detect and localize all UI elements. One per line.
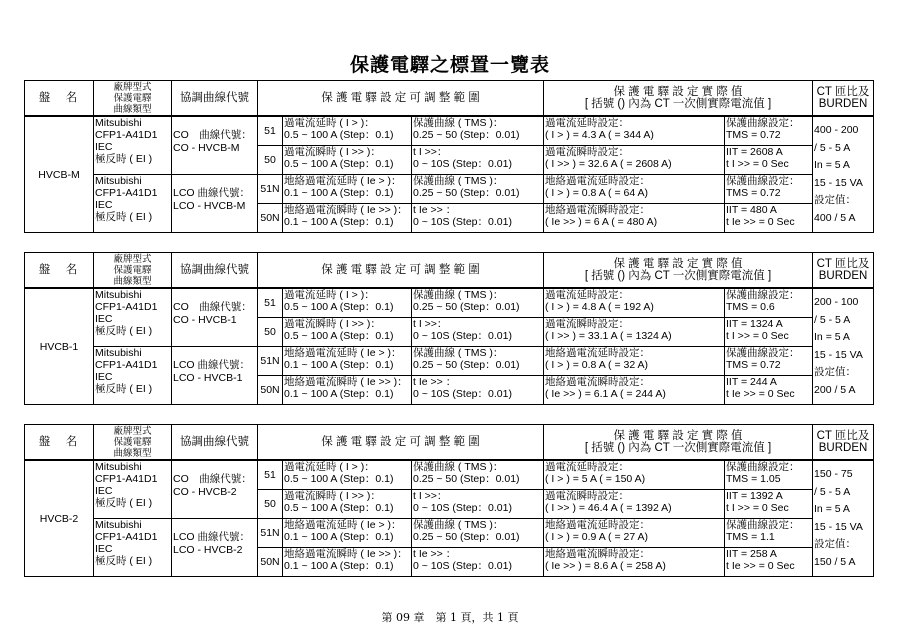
range-setting bbox=[283, 204, 412, 233]
header-actual-line: 保 護 電 驛 設 定 實 際 值 bbox=[613, 258, 743, 270]
header-ct-line: BURDEN bbox=[818, 442, 868, 454]
range-setting-line: 0 ~ 10S (Step：0.01) bbox=[413, 502, 512, 514]
actual-setting bbox=[725, 490, 813, 519]
relay-table bbox=[24, 80, 874, 233]
header-relay-type bbox=[94, 425, 172, 461]
relay-type-line: 極反時 ( EI ) bbox=[95, 153, 153, 165]
actual-setting-line: ( I >> ) = 32.6 A ( = 2608 A) bbox=[545, 158, 672, 170]
header-actual bbox=[544, 253, 813, 289]
header-relay-type-line: 廠牌型式 bbox=[113, 425, 152, 437]
actual-setting-line: 保護曲線設定： bbox=[726, 175, 800, 187]
relay-type-line: CFP1-A41D1 bbox=[95, 187, 158, 199]
actual-setting-line: IIT = 2608 A bbox=[726, 146, 783, 158]
relay-table bbox=[24, 424, 874, 577]
actual-setting-line: 地絡過電流延時設定： bbox=[545, 175, 651, 187]
curve-code bbox=[172, 347, 258, 405]
relay-type bbox=[94, 288, 172, 347]
header-relay-type-line: 曲線類型 bbox=[113, 103, 152, 115]
range-setting-line: 0.1 ~ 100 A (Step：0.1) bbox=[284, 216, 394, 228]
actual-setting-line: ( I >> ) = 46.4 A ( = 1392 A) bbox=[545, 502, 672, 514]
ct-ratio-line: 150 - 75 bbox=[814, 468, 853, 480]
ct-ratio bbox=[813, 116, 874, 233]
relay-type-line: 極反時 ( EI ) bbox=[95, 325, 153, 337]
relay-type-line: 極反時 ( EI ) bbox=[95, 555, 153, 567]
range-setting-line: 保護曲線 ( TMS )： bbox=[413, 175, 504, 187]
actual-setting bbox=[725, 318, 813, 347]
relay-type-line: 極反時 ( EI ) bbox=[95, 211, 153, 223]
panel-name: HVCB-2 bbox=[25, 460, 94, 577]
curve-code-line: LCO 曲線代號： bbox=[173, 359, 251, 371]
ct-ratio-line: 設定值： bbox=[814, 194, 857, 206]
range-setting-line: 0.1 ~ 100 A (Step：0.1) bbox=[284, 388, 394, 400]
actual-setting bbox=[544, 490, 725, 519]
actual-setting bbox=[725, 548, 813, 577]
range-setting bbox=[412, 288, 544, 318]
actual-setting bbox=[725, 347, 813, 376]
curve-code bbox=[172, 519, 258, 577]
range-setting-line: 0 ~ 10S (Step：0.01) bbox=[413, 330, 512, 342]
relay-type-line: Mitsubishi bbox=[95, 347, 142, 359]
actual-setting-line: 保護曲線設定： bbox=[726, 117, 800, 129]
relay-code: 51 bbox=[258, 288, 283, 318]
actual-setting-line: IIT = 244 A bbox=[726, 376, 777, 388]
ct-ratio-line: 200 / 5 A bbox=[814, 383, 856, 396]
actual-setting bbox=[544, 204, 725, 233]
actual-setting-line: 過電流延時設定： bbox=[545, 289, 630, 301]
actual-setting-line: 保護曲線設定： bbox=[726, 461, 800, 473]
header-curve-code: 協調曲線代號 bbox=[172, 425, 258, 461]
actual-setting-line: ( I > ) = 0.8 A ( = 64 A) bbox=[545, 187, 649, 199]
ct-ratio bbox=[813, 460, 874, 577]
actual-setting-line: t Ie >> = 0 Sec bbox=[726, 560, 795, 572]
actual-setting-line: TMS = 0.72 bbox=[726, 359, 781, 371]
actual-setting-line: t I >> = 0 Sec bbox=[726, 502, 789, 514]
range-setting-line: 0.5 ~ 100 A (Step：0.1) bbox=[284, 473, 394, 485]
range-setting bbox=[412, 519, 544, 548]
curve-code-line: LCO 曲線代號： bbox=[173, 531, 251, 543]
curve-code-line: LCO 曲線代號： bbox=[173, 187, 251, 199]
range-setting-line: 0 ~ 10S (Step：0.01) bbox=[413, 560, 512, 572]
range-setting-line: 0.5 ~ 100 A (Step：0.1) bbox=[284, 330, 394, 342]
header-relay-type bbox=[94, 253, 172, 289]
header-ct-line: BURDEN bbox=[818, 270, 868, 282]
range-setting-line: 過電流瞬時 ( I >> )： bbox=[284, 146, 381, 158]
range-setting bbox=[283, 318, 412, 347]
actual-setting-line: 過電流瞬時設定： bbox=[545, 490, 630, 502]
relay-type-line: IEC bbox=[95, 371, 113, 383]
range-setting bbox=[412, 116, 544, 146]
range-setting-line: 0 ~ 10S (Step：0.01) bbox=[413, 216, 512, 228]
range-setting-line: 地絡過電流瞬時 ( Ie >> )： bbox=[284, 376, 408, 388]
ct-ratio-line: In = 5 A bbox=[814, 159, 850, 171]
actual-setting-line: TMS = 1.1 bbox=[726, 531, 775, 543]
relay-type-line: CFP1-A41D1 bbox=[95, 359, 158, 371]
range-setting-line: 0.25 ~ 50 (Step：0.01) bbox=[413, 359, 520, 371]
actual-setting bbox=[544, 460, 725, 490]
curve-code bbox=[172, 288, 258, 347]
range-setting-line: 保護曲線 ( TMS )： bbox=[413, 117, 504, 129]
header-relay-type-line: 保護電驛 bbox=[113, 264, 152, 276]
actual-setting-line: 過電流延時設定： bbox=[545, 461, 630, 473]
relay-code: 51 bbox=[258, 116, 283, 146]
relay-type-line: Mitsubishi bbox=[95, 175, 142, 187]
curve-code-line: LCO - HVCB-M bbox=[173, 200, 246, 212]
header-relay-type-line: 廠牌型式 bbox=[113, 253, 152, 265]
relay-setting-row bbox=[25, 116, 874, 146]
actual-setting-line: TMS = 0.6 bbox=[726, 301, 775, 313]
actual-setting-line: ( I > ) = 4.8 A ( = 192 A) bbox=[545, 301, 654, 313]
relay-code: 50N bbox=[258, 376, 283, 405]
range-setting-line: 0.1 ~ 100 A (Step：0.1) bbox=[284, 359, 394, 371]
actual-setting-line: IIT = 1392 A bbox=[726, 490, 783, 502]
range-setting-line: t I >>： bbox=[413, 490, 448, 502]
range-setting-line: t Ie >> ： bbox=[413, 376, 457, 388]
actual-setting bbox=[544, 116, 725, 146]
relay-type-line: CFP1-A41D1 bbox=[95, 473, 158, 485]
actual-setting bbox=[544, 175, 725, 204]
actual-setting-line: t I >> = 0 Sec bbox=[726, 330, 789, 342]
actual-setting-line: 過電流瞬時設定： bbox=[545, 318, 630, 330]
relay-type bbox=[94, 347, 172, 405]
range-setting bbox=[283, 490, 412, 519]
relay-type-line: CFP1-A41D1 bbox=[95, 301, 158, 313]
range-setting-line: 保護曲線 ( TMS )： bbox=[413, 347, 504, 359]
range-setting bbox=[412, 175, 544, 204]
actual-setting-line: 過電流瞬時設定： bbox=[545, 146, 630, 158]
actual-setting-line: 地絡過電流延時設定： bbox=[545, 519, 651, 531]
range-setting-line: 過電流瞬時 ( I >> )： bbox=[284, 490, 381, 502]
range-setting-line: 0.25 ~ 50 (Step：0.01) bbox=[413, 187, 520, 199]
relay-code: 50 bbox=[258, 490, 283, 519]
ct-ratio-line: 15 - 15 VA bbox=[814, 348, 863, 361]
range-setting-line: 地絡過電流延時 ( Ie > )： bbox=[284, 175, 402, 187]
actual-setting-line: TMS = 0.72 bbox=[726, 187, 781, 199]
header-actual-line: [ 括號 () 內為 CT 一次側實際電流值 ] bbox=[584, 98, 772, 110]
actual-setting bbox=[544, 376, 725, 405]
header-ct-line: CT 匝比及 bbox=[816, 258, 870, 270]
range-setting bbox=[412, 490, 544, 519]
panel-name: HVCB-1 bbox=[25, 288, 94, 405]
page-title: 保護電驛之標置一覽表 bbox=[349, 54, 550, 76]
range-setting bbox=[412, 347, 544, 376]
relay-table bbox=[24, 252, 874, 405]
range-setting-line: 地絡過電流瞬時 ( Ie >> )： bbox=[284, 204, 408, 216]
actual-setting-line: 地絡過電流瞬時設定： bbox=[545, 204, 651, 216]
relay-type bbox=[94, 116, 172, 175]
actual-setting-line: 保護曲線設定： bbox=[726, 289, 800, 301]
ct-ratio-line: In = 5 A bbox=[814, 331, 850, 343]
actual-setting bbox=[544, 347, 725, 376]
ct-ratio-line: 15 - 15 VA bbox=[814, 176, 863, 189]
relay-type-line: CFP1-A41D1 bbox=[95, 129, 158, 141]
actual-setting-line: t I >> = 0 Sec bbox=[726, 158, 789, 170]
range-setting-line: 0.1 ~ 100 A (Step：0.1) bbox=[284, 560, 394, 572]
table-header-row bbox=[25, 81, 874, 117]
curve-code-line: LCO - HVCB-1 bbox=[173, 372, 243, 384]
actual-setting bbox=[725, 460, 813, 490]
relay-type-line: Mitsubishi bbox=[95, 117, 142, 129]
range-setting bbox=[283, 519, 412, 548]
range-setting bbox=[412, 460, 544, 490]
relay-type-line: Mitsubishi bbox=[95, 289, 142, 301]
header-range: 保 護 電 驛 設 定 可 調 整 範 圍 bbox=[258, 253, 544, 289]
header-panel: 盤 名 bbox=[25, 425, 94, 461]
ct-ratio-line: / 5 - 5 A bbox=[814, 141, 851, 154]
header-panel: 盤 名 bbox=[25, 81, 94, 117]
relay-setting-row bbox=[25, 519, 874, 548]
actual-setting-line: IIT = 1324 A bbox=[726, 318, 783, 330]
range-setting-line: 過電流延時 ( I > )： bbox=[284, 117, 375, 129]
range-setting bbox=[283, 288, 412, 318]
header-curve-code: 協調曲線代號 bbox=[172, 81, 258, 117]
relay-code: 51N bbox=[258, 175, 283, 204]
range-setting-line: 0 ~ 10S (Step：0.01) bbox=[413, 158, 512, 170]
range-setting bbox=[283, 548, 412, 577]
curve-code bbox=[172, 460, 258, 519]
relay-type-line: Mitsubishi bbox=[95, 461, 142, 473]
range-setting bbox=[283, 347, 412, 376]
actual-setting bbox=[725, 146, 813, 175]
actual-setting-line: 地絡過電流延時設定： bbox=[545, 347, 651, 359]
range-setting bbox=[283, 116, 412, 146]
actual-setting bbox=[544, 288, 725, 318]
range-setting-line: 地絡過電流瞬時 ( Ie >> )： bbox=[284, 548, 408, 560]
actual-setting bbox=[725, 175, 813, 204]
actual-setting-line: 過電流延時設定： bbox=[545, 117, 630, 129]
relay-type-line: IEC bbox=[95, 199, 113, 211]
relay-code: 50N bbox=[258, 548, 283, 577]
range-setting bbox=[412, 146, 544, 175]
header-range: 保 護 電 驛 設 定 可 調 整 範 圍 bbox=[258, 425, 544, 461]
range-setting-line: 0.5 ~ 100 A (Step：0.1) bbox=[284, 301, 394, 313]
actual-setting bbox=[725, 288, 813, 318]
range-setting-line: t Ie >> ： bbox=[413, 204, 457, 216]
ct-ratio-line: 400 / 5 A bbox=[814, 211, 856, 224]
actual-setting-line: ( Ie >> ) = 8.6 A ( = 258 A) bbox=[545, 560, 666, 572]
relay-type-line: 極反時 ( EI ) bbox=[95, 497, 153, 509]
relay-type bbox=[94, 175, 172, 233]
ct-ratio-line: 15 - 15 VA bbox=[814, 520, 863, 533]
actual-setting bbox=[544, 548, 725, 577]
curve-code-line: CO - HVCB-2 bbox=[173, 486, 237, 498]
curve-code-line: CO 曲線代號： bbox=[173, 129, 252, 141]
relay-type-line: CFP1-A41D1 bbox=[95, 531, 158, 543]
relay-type-line: Mitsubishi bbox=[95, 519, 142, 531]
actual-setting bbox=[544, 146, 725, 175]
relay-setting-row bbox=[25, 175, 874, 204]
range-setting-line: 0.1 ~ 100 A (Step：0.1) bbox=[284, 187, 394, 199]
relay-code: 51 bbox=[258, 460, 283, 490]
actual-setting-line: t Ie >> = 0 Sec bbox=[726, 388, 795, 400]
relay-code: 51N bbox=[258, 347, 283, 376]
relay-setting-row bbox=[25, 347, 874, 376]
actual-setting-line: t Ie >> = 0 Sec bbox=[726, 216, 795, 228]
actual-setting-line: 地絡過電流瞬時設定： bbox=[545, 548, 651, 560]
actual-setting-line: ( I > ) = 5 A ( = 150 A) bbox=[545, 473, 646, 485]
range-setting-line: 0 ~ 10S (Step：0.01) bbox=[413, 388, 512, 400]
relay-type-line: IEC bbox=[95, 141, 113, 153]
header-ct bbox=[813, 81, 874, 117]
ct-ratio-line: 200 - 100 bbox=[814, 296, 859, 308]
range-setting-line: 0.25 ~ 50 (Step：0.01) bbox=[413, 531, 520, 543]
header-ct-line: CT 匝比及 bbox=[816, 430, 870, 442]
range-setting-line: 保護曲線 ( TMS )： bbox=[413, 519, 504, 531]
range-setting-line: 過電流延時 ( I > )： bbox=[284, 461, 375, 473]
range-setting bbox=[412, 376, 544, 405]
relay-code: 50N bbox=[258, 204, 283, 233]
range-setting-line: 0.1 ~ 100 A (Step：0.1) bbox=[284, 531, 394, 543]
curve-code-line: CO - HVCB-1 bbox=[173, 314, 237, 326]
range-setting-line: 保護曲線 ( TMS )： bbox=[413, 289, 504, 301]
ct-ratio-line: 400 - 200 bbox=[814, 124, 859, 136]
range-setting-line: 地絡過電流延時 ( Ie > )： bbox=[284, 519, 402, 531]
actual-setting-line: ( I > ) = 4.3 A ( = 344 A) bbox=[545, 129, 654, 141]
relay-type-line: 極反時 ( EI ) bbox=[95, 383, 153, 395]
header-relay-type-line: 曲線類型 bbox=[113, 275, 152, 287]
relay-setting-row bbox=[25, 460, 874, 490]
relay-code: 50 bbox=[258, 146, 283, 175]
ct-ratio-line: 設定值： bbox=[814, 366, 857, 378]
range-setting-line: 保護曲線 ( TMS )： bbox=[413, 461, 504, 473]
actual-setting bbox=[725, 116, 813, 146]
range-setting bbox=[412, 318, 544, 347]
page-footer: 第 09 章 第 1 頁，共 1 頁 bbox=[381, 611, 519, 624]
curve-code-line: LCO - HVCB-2 bbox=[173, 544, 243, 556]
header-curve-code: 協調曲線代號 bbox=[172, 253, 258, 289]
header-panel: 盤 名 bbox=[25, 253, 94, 289]
header-relay-type-line: 曲線類型 bbox=[113, 447, 152, 459]
range-setting-line: 0.25 ~ 50 (Step：0.01) bbox=[413, 129, 520, 141]
header-relay-type bbox=[94, 81, 172, 117]
actual-setting bbox=[544, 318, 725, 347]
ct-ratio-line: 150 / 5 A bbox=[814, 555, 856, 568]
relay-setting-row bbox=[25, 288, 874, 318]
range-setting-line: 0.25 ~ 50 (Step：0.01) bbox=[413, 301, 520, 313]
relay-type bbox=[94, 460, 172, 519]
range-setting bbox=[283, 376, 412, 405]
actual-setting bbox=[725, 204, 813, 233]
header-ct-line: CT 匝比及 bbox=[816, 86, 870, 98]
curve-code-line: CO 曲線代號： bbox=[173, 301, 252, 313]
header-actual-line: [ 括號 () 內為 CT 一次側實際電流值 ] bbox=[584, 270, 772, 282]
actual-setting bbox=[725, 376, 813, 405]
header-actual-line: 保 護 電 驛 設 定 實 際 值 bbox=[613, 430, 743, 442]
header-relay-type-line: 保護電驛 bbox=[113, 436, 152, 448]
panel-name: HVCB-M bbox=[25, 116, 94, 233]
actual-setting-line: 保護曲線設定： bbox=[726, 347, 800, 359]
header-range: 保 護 電 驛 設 定 可 調 整 範 圍 bbox=[258, 81, 544, 117]
relay-type-line: IEC bbox=[95, 313, 113, 325]
actual-setting-line: ( Ie >> ) = 6.1 A ( = 244 A) bbox=[545, 388, 666, 400]
range-setting-line: t I >>： bbox=[413, 318, 448, 330]
header-relay-type-line: 保護電驛 bbox=[113, 92, 152, 104]
relay-type-line: IEC bbox=[95, 485, 113, 497]
relay-code: 51N bbox=[258, 519, 283, 548]
relay-type-line: IEC bbox=[95, 543, 113, 555]
header-ct-line: BURDEN bbox=[818, 98, 868, 110]
range-setting-line: 0.5 ~ 100 A (Step：0.1) bbox=[284, 502, 394, 514]
actual-setting-line: 地絡過電流瞬時設定： bbox=[545, 376, 651, 388]
header-actual-line: 保 護 電 驛 設 定 實 際 值 bbox=[613, 86, 743, 98]
range-setting bbox=[283, 175, 412, 204]
ct-ratio-line: In = 5 A bbox=[814, 503, 850, 515]
range-setting-line: 0.5 ~ 100 A (Step：0.1) bbox=[284, 158, 394, 170]
ct-ratio-line: / 5 - 5 A bbox=[814, 313, 851, 326]
range-setting-line: 0.5 ~ 100 A (Step：0.1) bbox=[284, 129, 394, 141]
actual-setting-line: TMS = 0.72 bbox=[726, 129, 781, 141]
actual-setting-line: TMS = 1.05 bbox=[726, 473, 781, 485]
curve-code-line: CO 曲線代號： bbox=[173, 473, 252, 485]
ct-ratio bbox=[813, 288, 874, 405]
header-relay-type-line: 廠牌型式 bbox=[113, 81, 152, 93]
actual-setting-line: ( I >> ) = 33.1 A ( = 1324 A) bbox=[545, 330, 672, 342]
curve-code bbox=[172, 175, 258, 233]
relay-code: 50 bbox=[258, 318, 283, 347]
curve-code bbox=[172, 116, 258, 175]
range-setting bbox=[412, 548, 544, 577]
range-setting-line: t Ie >> ： bbox=[413, 548, 457, 560]
actual-setting bbox=[725, 519, 813, 548]
header-ct bbox=[813, 253, 874, 289]
range-setting bbox=[283, 146, 412, 175]
actual-setting-line: IIT = 480 A bbox=[726, 204, 777, 216]
ct-ratio-line: / 5 - 5 A bbox=[814, 485, 851, 498]
table-header-row bbox=[25, 425, 874, 461]
curve-code-line: CO - HVCB-M bbox=[173, 142, 240, 154]
actual-setting-line: ( I > ) = 0.8 A ( = 32 A) bbox=[545, 359, 649, 371]
range-setting bbox=[283, 460, 412, 490]
range-setting-line: 0.25 ~ 50 (Step：0.01) bbox=[413, 473, 520, 485]
header-actual bbox=[544, 81, 813, 117]
actual-setting-line: ( I > ) = 0.9 A ( = 27 A) bbox=[545, 531, 649, 543]
range-setting-line: 過電流瞬時 ( I >> )： bbox=[284, 318, 381, 330]
range-setting-line: 過電流延時 ( I > )： bbox=[284, 289, 375, 301]
actual-setting-line: 保護曲線設定： bbox=[726, 519, 800, 531]
header-actual-line: [ 括號 () 內為 CT 一次側實際電流值 ] bbox=[584, 442, 772, 454]
actual-setting bbox=[544, 519, 725, 548]
actual-setting-line: IIT = 258 A bbox=[726, 548, 777, 560]
header-ct bbox=[813, 425, 874, 461]
range-setting-line: t I >>： bbox=[413, 146, 448, 158]
table-header-row bbox=[25, 253, 874, 289]
header-actual bbox=[544, 425, 813, 461]
range-setting-line: 地絡過電流延時 ( Ie > )： bbox=[284, 347, 402, 359]
relay-type bbox=[94, 519, 172, 577]
actual-setting-line: ( Ie >> ) = 6 A ( = 480 A) bbox=[545, 216, 658, 228]
range-setting bbox=[412, 204, 544, 233]
ct-ratio-line: 設定值： bbox=[814, 538, 857, 550]
